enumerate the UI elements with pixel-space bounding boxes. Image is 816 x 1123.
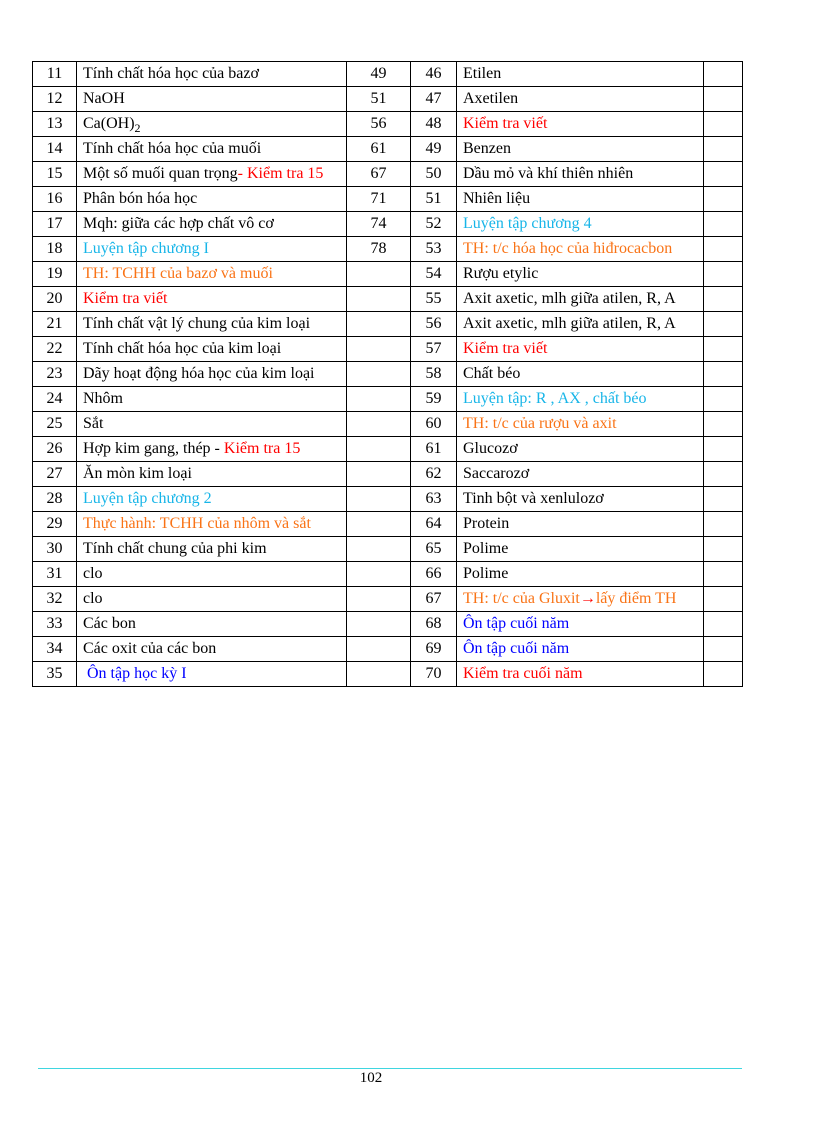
empty-cell (704, 537, 743, 562)
subscript: 2 (134, 121, 141, 135)
empty-cell (704, 462, 743, 487)
lesson-title: Luyện tập chương 4 (457, 212, 704, 237)
table-row (33, 387, 743, 412)
lesson-title: Ca(OH) (83, 115, 135, 132)
table-row (33, 587, 743, 612)
empty-cell (704, 487, 743, 512)
lesson-title-cell (77, 437, 347, 462)
period-number: 51 (347, 87, 411, 112)
empty-cell (704, 112, 743, 137)
empty-cell (704, 237, 743, 262)
table-row (33, 112, 743, 137)
lesson-title: Saccarozơ (457, 462, 704, 487)
lesson-title: Rượu etylic (457, 262, 704, 287)
empty-cell (704, 612, 743, 637)
table-row (33, 662, 743, 687)
empty-cell (704, 637, 743, 662)
period-number: 49 (347, 62, 411, 87)
lesson-number: 63 (411, 487, 457, 512)
empty-cell (704, 162, 743, 187)
lesson-number: 49 (411, 137, 457, 162)
period-number (347, 487, 411, 512)
lesson-title: Kiểm tra cuối năm (457, 662, 704, 687)
lesson-title: Luyện tập chương 2 (77, 487, 347, 512)
lesson-title: Axit axetic, mlh giữa atilen, R, A (457, 287, 704, 312)
lesson-title: Chất béo (457, 362, 704, 387)
lesson-number: 24 (33, 387, 77, 412)
lesson-title: Luyện tập chương I (77, 237, 347, 262)
lesson-number: 18 (33, 237, 77, 262)
lesson-title: Protein (457, 512, 704, 537)
lesson-title: Tính chất hóa học của bazơ (77, 62, 347, 87)
lesson-number: 59 (411, 387, 457, 412)
lesson-title-cell (457, 587, 704, 612)
lesson-title: Benzen (457, 137, 704, 162)
empty-cell (704, 562, 743, 587)
period-number (347, 287, 411, 312)
period-number (347, 337, 411, 362)
table-row (33, 512, 743, 537)
empty-cell (704, 387, 743, 412)
lesson-number: 25 (33, 412, 77, 437)
lesson-title: Phân bón hóa học (77, 187, 347, 212)
lesson-number: 53 (411, 237, 457, 262)
lesson-number: 12 (33, 87, 77, 112)
lesson-title: Các oxit của các bon (77, 637, 347, 662)
page-number: 102 (359, 1070, 383, 1086)
lesson-title: Ôn tập cuối năm (457, 637, 704, 662)
lesson-title: Dãy hoạt động hóa học của kim loại (77, 362, 347, 387)
lesson-title-cell (77, 112, 347, 137)
lesson-number: 14 (33, 137, 77, 162)
lesson-number: 64 (411, 512, 457, 537)
lesson-title: TH: TCHH của bazơ và muối (77, 262, 347, 287)
table-row (33, 287, 743, 312)
table-row (33, 437, 743, 462)
lesson-number: 13 (33, 112, 77, 137)
lesson-number: 65 (411, 537, 457, 562)
period-number (347, 412, 411, 437)
lesson-title: Tinh bột và xenlulozơ (457, 487, 704, 512)
period-number (347, 437, 411, 462)
period-number: 71 (347, 187, 411, 212)
lesson-number: 33 (33, 612, 77, 637)
lesson-number: 61 (411, 437, 457, 462)
lesson-title: Ôn tập cuối năm (457, 612, 704, 637)
lesson-title: Sắt (77, 412, 347, 437)
lesson-number: 22 (33, 337, 77, 362)
period-number (347, 587, 411, 612)
empty-cell (704, 137, 743, 162)
lesson-number: 35 (33, 662, 77, 687)
lesson-title: Các bon (77, 612, 347, 637)
lesson-title: Tính chất hóa học của kim loại (77, 337, 347, 362)
lesson-number: 54 (411, 262, 457, 287)
lesson-title: Polime (457, 562, 704, 587)
period-number: 56 (347, 112, 411, 137)
empty-cell (704, 262, 743, 287)
lesson-number: 16 (33, 187, 77, 212)
lesson-number: 51 (411, 187, 457, 212)
table-row (33, 87, 743, 112)
lesson-number: 55 (411, 287, 457, 312)
period-number: 61 (347, 137, 411, 162)
lesson-title: Tính chất vật lý chung của kim loại (77, 312, 347, 337)
lesson-number: 56 (411, 312, 457, 337)
period-number (347, 562, 411, 587)
lesson-title: TH: t/c hóa học của hiđrocacbon (457, 237, 704, 262)
empty-cell (704, 512, 743, 537)
period-number (347, 612, 411, 637)
lesson-number: 50 (411, 162, 457, 187)
lesson-number: 21 (33, 312, 77, 337)
lesson-title: clo (77, 587, 347, 612)
period-number (347, 662, 411, 687)
lesson-number: 34 (33, 637, 77, 662)
period-number: 74 (347, 212, 411, 237)
lesson-title-extra: lấy điểm TH (595, 590, 677, 607)
period-number (347, 462, 411, 487)
table-row (33, 187, 743, 212)
period-number (347, 312, 411, 337)
empty-cell (704, 362, 743, 387)
empty-cell (704, 412, 743, 437)
lesson-number: 69 (411, 637, 457, 662)
empty-cell (704, 212, 743, 237)
period-number: 67 (347, 162, 411, 187)
lesson-number: 30 (33, 537, 77, 562)
lesson-title: Luyện tập: R , AX , chất béo (457, 387, 704, 412)
lesson-number: 48 (411, 112, 457, 137)
lesson-title: TH: t/c của rượu và axit (457, 412, 704, 437)
period-number (347, 362, 411, 387)
empty-cell (704, 312, 743, 337)
lesson-number: 15 (33, 162, 77, 187)
empty-cell (704, 587, 743, 612)
table-row (33, 362, 743, 387)
lesson-number: 66 (411, 562, 457, 587)
lesson-number: 46 (411, 62, 457, 87)
lesson-title: Mqh: giữa các hợp chất vô cơ (77, 212, 347, 237)
lesson-title: Ăn mòn kim loại (77, 462, 347, 487)
table-row (33, 312, 743, 337)
period-number (347, 537, 411, 562)
period-number (347, 512, 411, 537)
lesson-title: Axetilen (457, 87, 704, 112)
table-row (33, 612, 743, 637)
lesson-number: 70 (411, 662, 457, 687)
table-row (33, 337, 743, 362)
lesson-number: 60 (411, 412, 457, 437)
lesson-number: 23 (33, 362, 77, 387)
lesson-number: 19 (33, 262, 77, 287)
lesson-title: Nhiên liệu (457, 187, 704, 212)
lesson-title: Polime (457, 537, 704, 562)
lesson-number: 47 (411, 87, 457, 112)
lesson-title: TH: t/c của Gluxit (463, 590, 580, 607)
lesson-title: Kiểm tra viết (457, 112, 704, 137)
arrow-right-icon: → (579, 590, 596, 607)
empty-cell (704, 87, 743, 112)
lesson-title: Axit axetic, mlh giữa atilen, R, A (457, 312, 704, 337)
lesson-title: Glucozơ (457, 437, 704, 462)
period-number: 78 (347, 237, 411, 262)
lesson-number: 58 (411, 362, 457, 387)
test-note: - Kiểm tra 15 (237, 165, 324, 182)
table-row (33, 412, 743, 437)
lesson-title: Ôn tập học kỳ I (77, 662, 347, 687)
table-row (33, 212, 743, 237)
lesson-number: 52 (411, 212, 457, 237)
empty-cell (704, 187, 743, 212)
lesson-title: NaOH (77, 87, 347, 112)
lesson-number: 32 (33, 587, 77, 612)
lesson-number: 31 (33, 562, 77, 587)
table-row (33, 637, 743, 662)
lesson-title-cell (77, 162, 347, 187)
lesson-number: 26 (33, 437, 77, 462)
lesson-number: 17 (33, 212, 77, 237)
table-row (33, 62, 743, 87)
table-row (33, 137, 743, 162)
lesson-title: Tính chất hóa học của muối (77, 137, 347, 162)
lesson-number: 62 (411, 462, 457, 487)
lesson-title: Thực hành: TCHH của nhôm và sắt (77, 512, 347, 537)
syllabus-table (32, 61, 743, 687)
period-number (347, 387, 411, 412)
period-number (347, 637, 411, 662)
lesson-number: 28 (33, 487, 77, 512)
lesson-title: Kiểm tra viết (457, 337, 704, 362)
table-row (33, 237, 743, 262)
lesson-title: Dầu mỏ và khí thiên nhiên (457, 162, 704, 187)
table-row (33, 162, 743, 187)
table-row (33, 562, 743, 587)
lesson-number: 27 (33, 462, 77, 487)
empty-cell (704, 662, 743, 687)
empty-cell (704, 437, 743, 462)
table-row (33, 537, 743, 562)
lesson-number: 29 (33, 512, 77, 537)
table-row (33, 262, 743, 287)
period-number (347, 262, 411, 287)
lesson-number: 57 (411, 337, 457, 362)
lesson-title: Tính chất chung của phi kim (77, 537, 347, 562)
lesson-number: 68 (411, 612, 457, 637)
lesson-title: Nhôm (77, 387, 347, 412)
table-row (33, 487, 743, 512)
lesson-number: 11 (33, 62, 77, 87)
lesson-title: Etilen (457, 62, 704, 87)
lesson-number: 67 (411, 587, 457, 612)
lesson-title: Hợp kim gang, thép - (83, 440, 224, 457)
empty-cell (704, 62, 743, 87)
table-row (33, 462, 743, 487)
lesson-title: clo (77, 562, 347, 587)
empty-cell (704, 287, 743, 312)
test-note: Kiểm tra 15 (223, 440, 301, 457)
lesson-title: Kiểm tra viết (77, 287, 347, 312)
lesson-number: 20 (33, 287, 77, 312)
empty-cell (704, 337, 743, 362)
lesson-title: Một số muối quan trọng (83, 165, 238, 182)
